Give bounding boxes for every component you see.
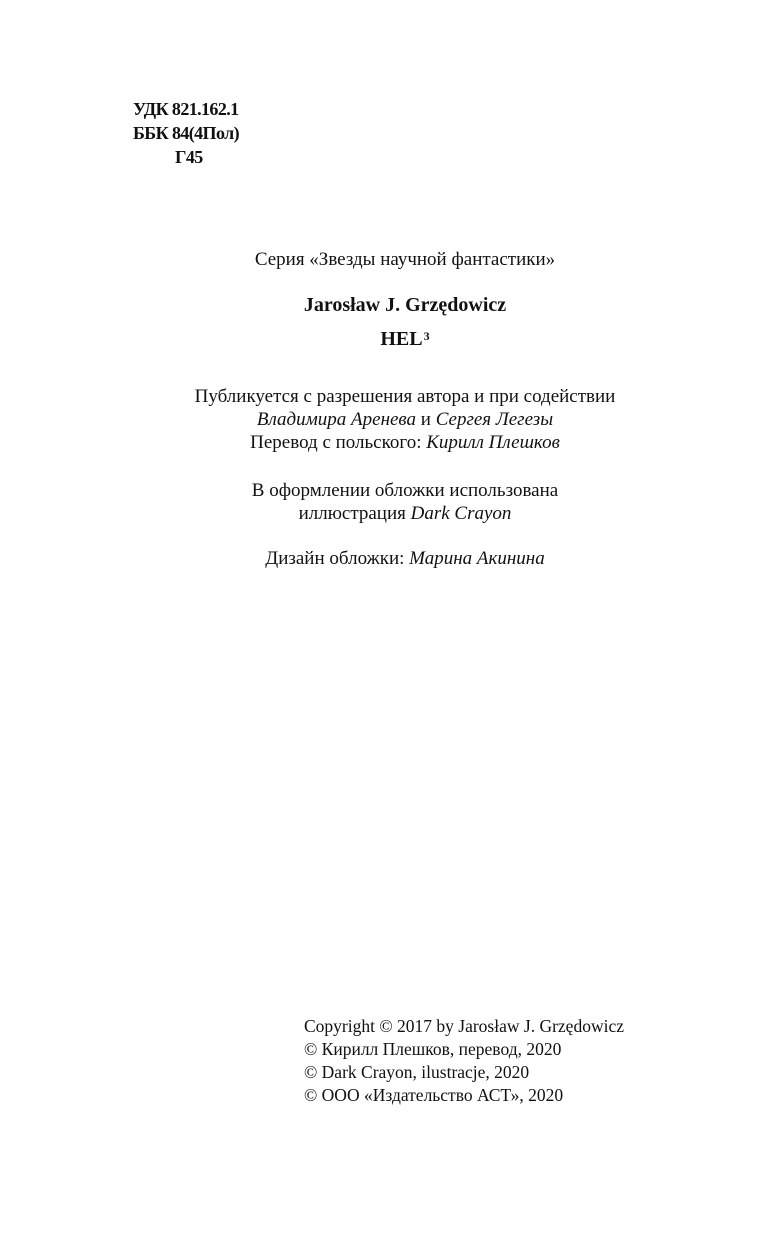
series-line: Серия «Звезды научной фантастики» [254, 249, 556, 270]
copyright-line: Copyright © 2017 by Jarosław J. Grzędowicz [304, 1016, 624, 1036]
translation-label: Перевод с польского: [250, 432, 422, 453]
udk-code: УДК 821.162.1 [133, 99, 239, 119]
copyright-line: © ООО «Издательство АСТ», 2020 [304, 1085, 564, 1105]
book-title [0, 326, 768, 352]
author-name: Jarosław J. Grzędowicz [303, 294, 507, 316]
translator-name: Кирилл Плешков [426, 432, 560, 453]
illustration-label: иллюстрация [298, 503, 406, 524]
assistant-1: Владимира Аренева [256, 409, 417, 430]
assistants-conjunction: и [420, 409, 431, 430]
cover-credits [0, 479, 768, 525]
cover-line-1: В оформлении обложки использована [251, 480, 559, 501]
design-label: Дизайн обложки: [265, 548, 405, 569]
publication-credits [0, 385, 768, 454]
assistants-line [0, 408, 768, 431]
cover-design-credit [0, 547, 768, 570]
author-mark: Г45 [175, 147, 203, 167]
assistant-2: Сергея Легезы [435, 409, 554, 430]
copyright-line: © Кирилл Плешков, перевод, 2020 [304, 1039, 562, 1059]
designer-name: Марина Акинина [409, 548, 545, 569]
illustrator-name: Dark Crayon [410, 503, 512, 524]
cover-line-2 [0, 502, 768, 525]
copyright-line: © Dark Crayon, ilustracje, 2020 [304, 1062, 530, 1082]
book-title-text: HEL [380, 328, 423, 350]
bbk-code: ББК 84(4Пол) [133, 123, 240, 143]
permission-line: Публикуется с разрешения автора и при содействии [194, 386, 616, 407]
copyright-block [304, 1015, 624, 1107]
translation-line [0, 431, 768, 454]
classification-codes [133, 97, 239, 169]
book-title-superscript: 3 [423, 329, 430, 343]
